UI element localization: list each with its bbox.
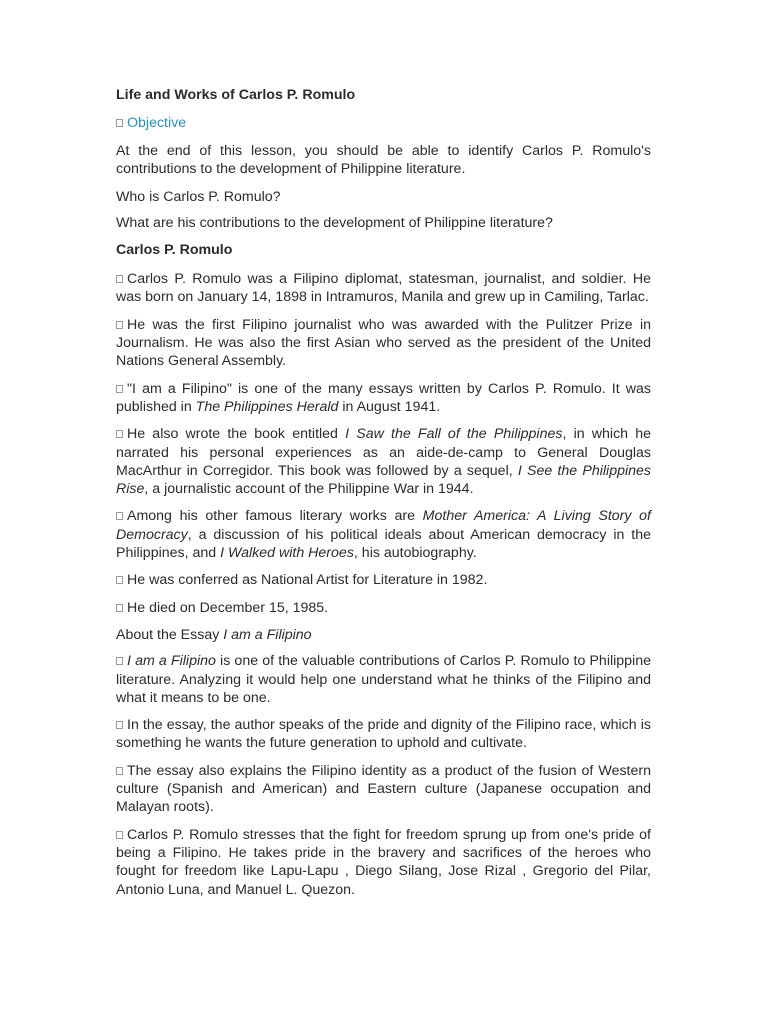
bullet-box-icon xyxy=(116,512,123,520)
bullet-box-icon xyxy=(116,767,123,775)
bullet-text: , his autobiography. xyxy=(353,545,477,562)
bullet-book xyxy=(116,425,651,498)
document-title: Life and Works of Carlos P. Romulo xyxy=(116,87,356,103)
bullet-national-artist xyxy=(116,571,651,589)
bullet-box-icon xyxy=(116,385,123,393)
book-title: Mother America: A Living Story of Democracy xyxy=(116,508,651,543)
bullet-box-icon xyxy=(116,275,123,283)
bullet-box-icon xyxy=(116,430,123,438)
bullet-box-icon xyxy=(116,831,123,839)
bullet-text: He was conferred as National Artist for Literature in 1982. xyxy=(127,572,488,589)
bullet-box-icon xyxy=(116,604,123,612)
bullet-essay-published xyxy=(116,380,651,417)
book-title: I Walked with Heroes xyxy=(220,545,354,562)
question-who: Who is Carlos P. Romulo? xyxy=(116,188,281,205)
bullet-freedom xyxy=(116,826,651,899)
bullet-text: is one of the valuable contributions of Carlos P. Romulo to Philippine literature. Analyzing it would help one understand what he thinks of the Filipino and what it means to be one. xyxy=(116,653,651,706)
bullet-bio-2 xyxy=(116,316,651,371)
essay-title: I am a Filipino xyxy=(127,653,216,670)
bullet-text: Carlos P. Romulo stresses that the fight for freedom sprung up from one's pride of being a Filipino. He takes pride in the bravery and sacrifices of the heroes who fought for freedom like Lapu-Lapu , Diego Silang, Jose Rizal , Gregorio del Pilar, Antonio Luna, and Manuel L. Quezon. xyxy=(116,826,651,898)
bullet-text: , a discussion of his political ideals about American democracy in the Philippines, and xyxy=(116,526,651,562)
objective-label xyxy=(116,113,651,133)
objective-label-text: Objective xyxy=(127,115,187,131)
bullet-box-icon xyxy=(116,119,123,127)
bullet-text: , in which he narrated his personal experiences as an aide-de-camp to General Douglas MacArthur in Corregidor. This book was followed by a sequel, xyxy=(116,426,652,479)
bullet-text: Carlos P. Romulo was a Filipino diplomat, statesman, journalist, and soldier. He was born on January 14, 1898 in Intramuros, Manila and grew up in Camiling, Tarlac. xyxy=(116,271,651,306)
bullet-box-icon xyxy=(116,721,123,729)
section-heading: Carlos P. Romulo xyxy=(116,242,233,259)
bullet-text: He also wrote the book entitled xyxy=(127,426,346,443)
bullet-text: , a journalistic account of the Philippine War in 1944. xyxy=(144,481,474,498)
newspaper-title: The Philippines Herald xyxy=(195,398,339,415)
bullet-text: "I am a Filipino" is one of the many essays written by Carlos P. Romulo. It was published in xyxy=(116,380,651,415)
bullet-identity xyxy=(116,762,651,817)
bullet-text: In the essay, the author speaks of the pride and dignity of the Filipino race, which is something he wants the future generation to uphold and cultivate. xyxy=(116,717,651,752)
bullet-box-icon xyxy=(116,657,123,665)
bullet-bio-1 xyxy=(116,270,651,307)
question-contributions: What are his contributions to the development of Philippine literature? xyxy=(116,214,553,231)
bullet-text: Among his other famous literary works are xyxy=(127,508,423,525)
bullet-valuable xyxy=(116,652,651,707)
about-essay-text: About the Essay xyxy=(116,626,224,643)
document-page xyxy=(116,85,651,908)
bullet-text: in August 1941. xyxy=(338,398,441,415)
about-essay-heading xyxy=(116,626,651,644)
book-title: I Saw the Fall of the Philippines xyxy=(345,426,563,443)
book-title: I See the Philippines Rise xyxy=(116,462,651,498)
objective-text: At the end of this lesson, you should be able to identify Carlos P. Romulo's contributions to the development of Philippine literature. xyxy=(116,143,651,178)
bullet-works xyxy=(116,507,651,562)
bullet-box-icon xyxy=(116,576,123,584)
bullet-text: The essay also explains the Filipino identity as a product of the fusion of Western culture (Spanish and American) and Eastern culture (Japanese occupation and Malayan roots). xyxy=(116,762,651,816)
bullet-text: He was the first Filipino journalist who was awarded with the Pulitzer Prize in Journalism. He was also the first Asian who served as the president of the United Nations General Assembly. xyxy=(116,316,651,370)
essay-title: I am a Filipino xyxy=(223,626,312,643)
bullet-box-icon xyxy=(116,321,123,329)
bullet-text: He died on December 15, 1985. xyxy=(127,599,329,616)
bullet-died xyxy=(116,599,651,617)
bullet-pride xyxy=(116,716,651,753)
